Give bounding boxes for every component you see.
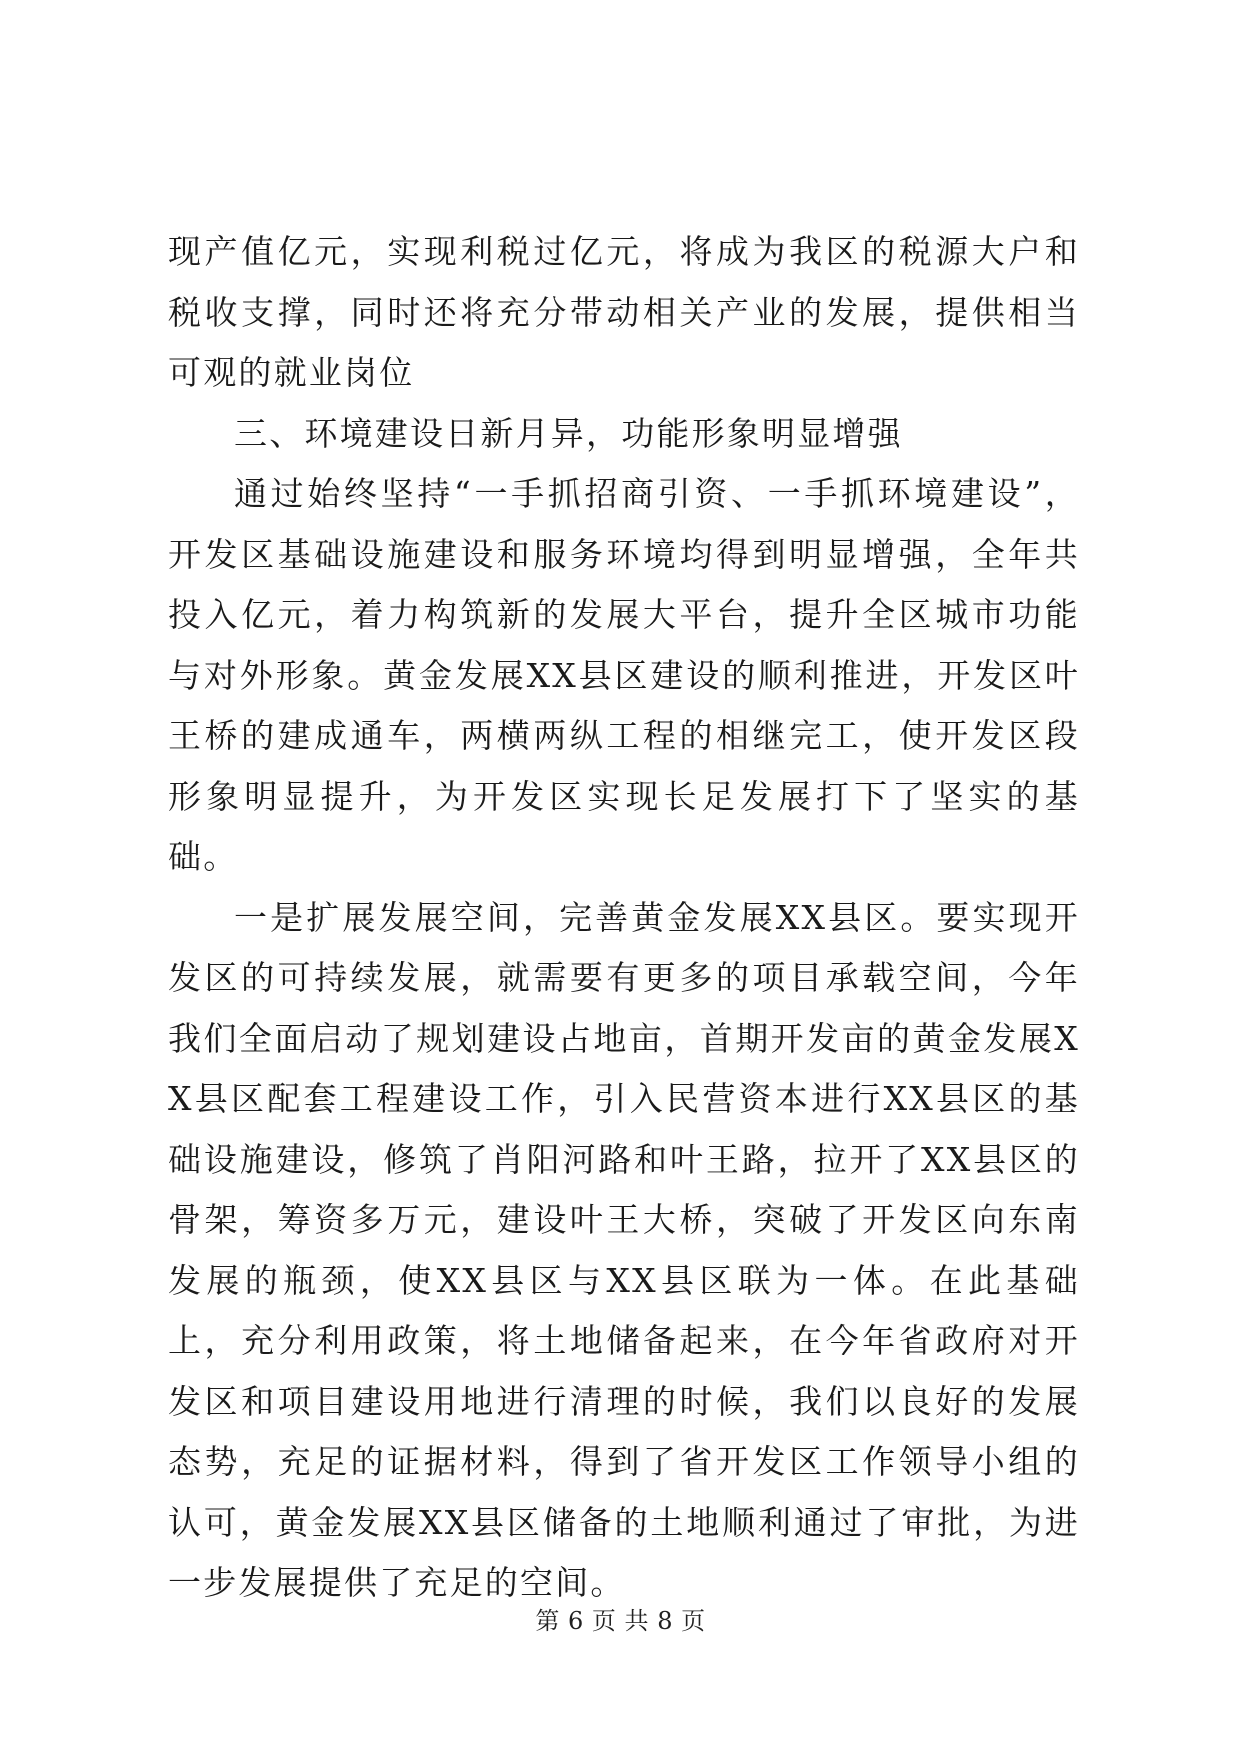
paragraph-expansion: 一是扩展发展空间，完善黄金发展XX县区。要实现开发区的可持续发展，就需要有更多的项目承载空间，今年我们全面启动了规划建设占地亩，首期开发亩的黄金发展XX县区配套工程建设工作，引入民营资本进行XX县区的基础设施建设，修筑了肖阳河路和叶王路，拉开了XX县区的骨架，筹资多万元，建设叶王大桥，突破了开发区向东南发展的瓶颈，使XX县区与XX县区联为一体。在此基础上，充分利用政策，将土地储备起来，在今年省政府对开发区和项目建设用地进行清理的时候，我们以良好的发展态势，充足的证据材料，得到了省开发区工作领导小组的认可，黄金发展XX县区储备的土地顺利通过了审批，为进一步发展提供了充足的空间。 <box>168 897 1080 1602</box>
paragraph-continuation: 现产值亿元，实现利税过亿元，将成为我区的税源大户和税收支撑，同时还将充分带动相关产业的发展，提供相当可观的就业岗位 <box>168 232 1080 392</box>
paragraph-environment: 通过始终坚持“一手抓招商引资、一手抓环境建设”，开发区基础设施建设和服务环境均得到明显增强，全年共投入亿元，着力构筑新的发展大平台，提升全区城市功能与对外形象。黄金发展XX县区建设的顺利推进，开发区叶王桥的建成通车，两横两纵工程的相继完工，使开发区段形象明显提升，为开发区实现长足发展打下了坚实的基础。 <box>168 474 1080 876</box>
section-heading: 三、环境建设日新月异，功能形象明显增强 <box>234 413 903 453</box>
document-body <box>168 222 1080 1614</box>
page-number-footer: 第 6 页 共 8 页 <box>535 1607 706 1635</box>
